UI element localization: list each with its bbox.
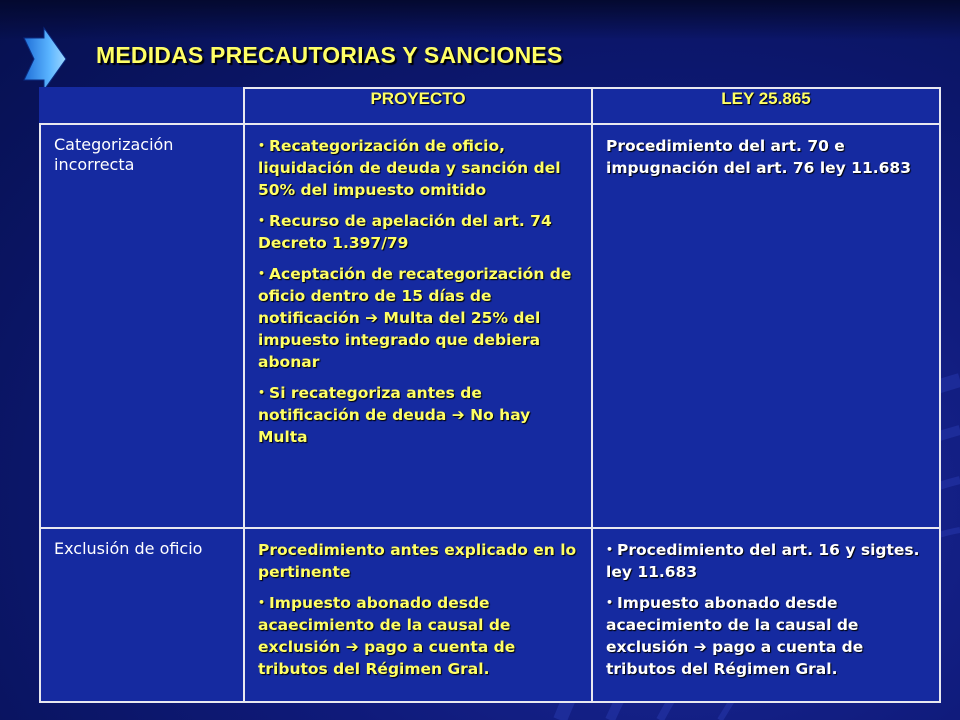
right-arrow-icon	[22, 26, 68, 92]
paragraph	[606, 135, 929, 179]
comparison-table	[39, 87, 941, 703]
row-label-categorizacion: Categorización incorrecta	[40, 124, 244, 528]
slide-title: MEDIDAS PRECAUTORIAS Y SANCIONES	[96, 42, 563, 68]
bullet-item	[606, 539, 929, 583]
bullet-text: Impuesto abonado desde acaecimiento de la causal de exclusión	[606, 594, 859, 656]
cell-proyecto-exclusion	[244, 528, 592, 702]
bullet-dot: •	[258, 596, 266, 609]
bullet-item	[258, 382, 581, 448]
bullet-item	[606, 592, 929, 680]
header-ley: LEY 25.865	[592, 88, 940, 124]
bullet-text: Impuesto abonado desde acaecimiento de la causal de exclusión	[258, 594, 511, 656]
right-arrow-icon: ➔	[345, 638, 359, 656]
bullet-dot: •	[258, 139, 266, 152]
bullet-dot: •	[606, 543, 614, 556]
header-empty-cell	[40, 88, 244, 124]
right-arrow-icon: ➔	[365, 309, 379, 327]
right-arrow-icon: ➔	[451, 406, 465, 424]
header-proyecto: PROYECTO	[244, 88, 592, 124]
bullet-text: Procedimiento del art. 16 y sigtes. ley 11.683	[606, 541, 920, 581]
bullet-dot: •	[258, 386, 266, 399]
bullet-text: Recategorización de oficio, liquidación de deuda y sanción del 50% del impuesto omitido	[258, 137, 561, 199]
bullet-text-continued: Multa del 25% del impuesto integrado que debiera abonar	[258, 309, 541, 371]
bullet-item	[258, 263, 581, 373]
row-label-exclusion: Exclusión de oficio	[40, 528, 244, 702]
paragraph-text: Procedimiento antes explicado en lo pertinente	[258, 541, 577, 581]
bullet-text: Recurso de apelación del art. 74 Decreto 1.397/79	[258, 212, 552, 252]
table-header-row	[40, 88, 940, 124]
bullet-dot: •	[258, 214, 266, 227]
paragraph-text: Procedimiento del art. 70 e impugnación del art. 76 ley 11.683	[606, 137, 911, 177]
bullet-item	[258, 592, 581, 680]
bullet-text: Si recategoriza antes de notificación de deuda	[258, 384, 482, 424]
cell-ley-categorizacion	[592, 124, 940, 528]
bullet-text-continued: No hay Multa	[258, 406, 531, 446]
bullet-item	[258, 135, 581, 201]
cell-ley-exclusion	[592, 528, 940, 702]
bullet-text-continued: pago a cuenta de tributos del Régimen Gral.	[258, 638, 516, 678]
bullet-text: Aceptación de recategorización de oficio dentro de 15 días de notificación	[258, 265, 572, 327]
bullet-item	[258, 210, 581, 254]
table-row	[40, 124, 940, 528]
table-row	[40, 528, 940, 702]
bullet-text-continued: pago a cuenta de tributos del Régimen Gral.	[606, 638, 864, 678]
cell-proyecto-categorizacion	[244, 124, 592, 528]
paragraph	[258, 539, 581, 583]
bullet-dot: •	[258, 267, 266, 280]
right-arrow-icon: ➔	[693, 638, 707, 656]
bullet-dot: •	[606, 596, 614, 609]
